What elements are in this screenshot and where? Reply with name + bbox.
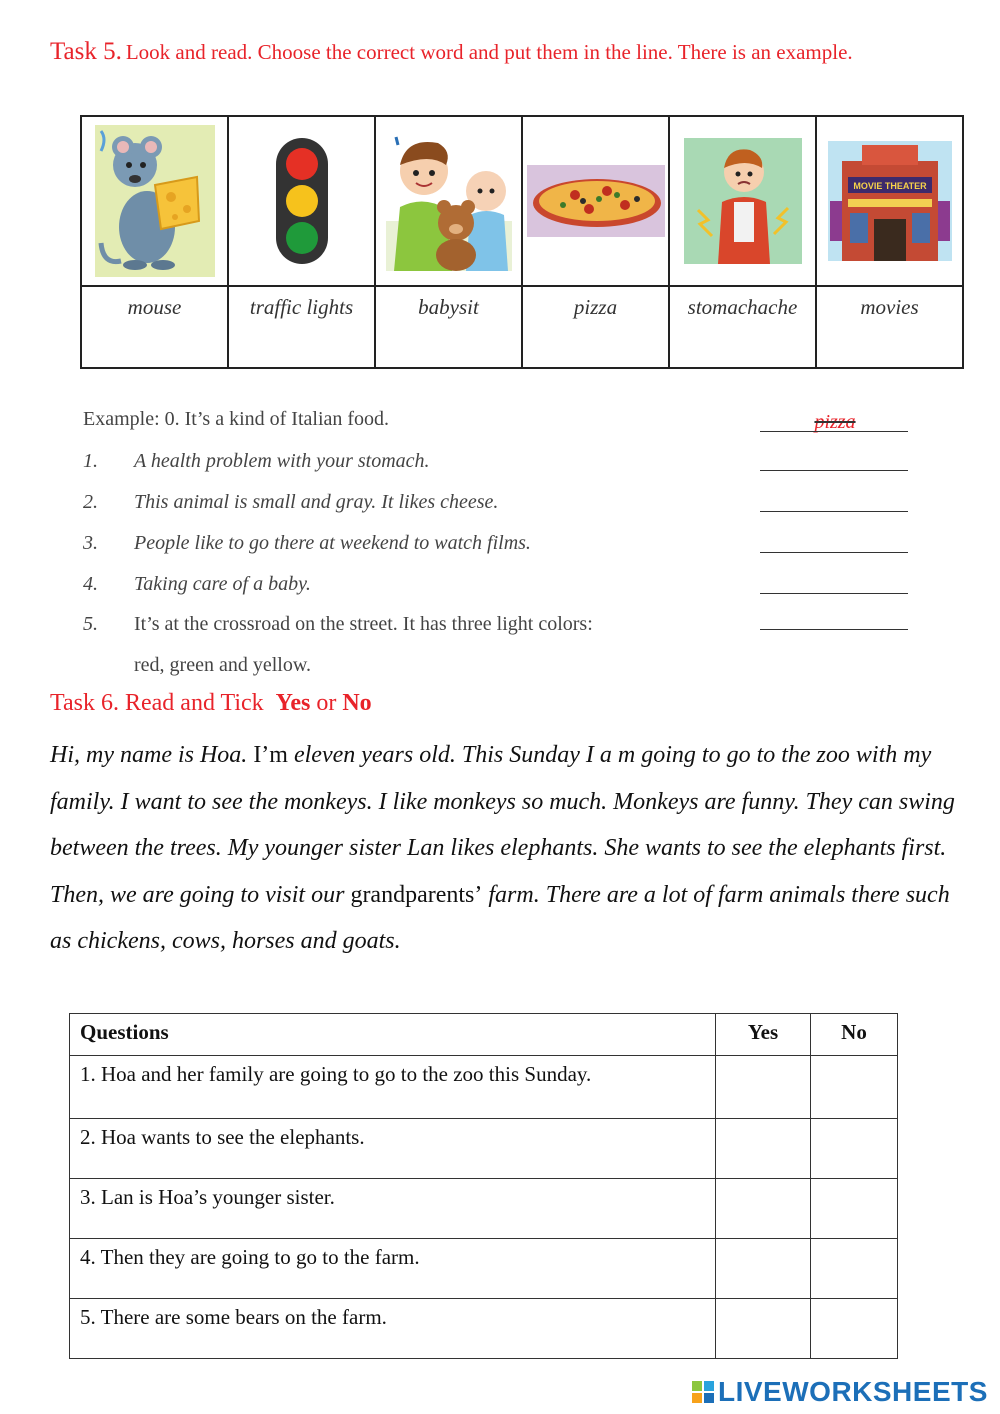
task6-title: Task 6. Read and Tick [50, 690, 264, 716]
passage-part-4: grandparents’ [350, 881, 483, 908]
question-1-text: A health problem with your stomach. [134, 450, 430, 472]
liveworksheets-logo-icon [692, 1381, 714, 1403]
question-2-text: This animal is small and gray. It likes cheese. [134, 491, 499, 513]
question-5-number: 5. [83, 613, 98, 635]
question-3-text: People like to go there at weekend to watch films. [134, 532, 531, 554]
passage-part-5: farm. There are a lot of farm animals there such as chickens, cows, horses and goats. [50, 881, 950, 954]
row-4-yes-cell[interactable] [716, 1239, 811, 1299]
passage-part-3: eleven years old. This Sunday I a m going to go to the zoo with my family. I want to see the monkeys. I like monkeys so much. Monkeys are funny. They can swing between the trees. My younger sister Lan likes elephants. She wants to see the elephants first. Then, we are going to visit our [50, 742, 955, 908]
header-yes: Yes [716, 1014, 811, 1056]
row-5-question: 5. There are some bears on the farm. [70, 1299, 716, 1359]
row-3-no-cell[interactable] [811, 1179, 898, 1239]
stomachache-picture [684, 138, 802, 264]
passage-part-2: I’m [253, 742, 288, 768]
movies-picture [828, 141, 952, 261]
question-1-number: 1. [83, 450, 98, 472]
picture-cell-babysit [375, 116, 522, 286]
picture-cell-mouse [81, 116, 228, 286]
or-word: or [316, 690, 337, 716]
word-cell-4: pizza [522, 286, 669, 368]
table-row [70, 1056, 898, 1119]
babysit-picture [386, 131, 512, 271]
row-1-yes-cell[interactable] [716, 1056, 811, 1119]
row-3-yes-cell[interactable] [716, 1179, 811, 1239]
example-sentence: Example: 0. It’s a kind of Italian food. [83, 408, 390, 430]
table-row [70, 1299, 898, 1359]
picture-cell-stomachache [669, 116, 816, 286]
question-4-text: Taking care of a baby. [134, 573, 311, 595]
word-cell-6: movies [816, 286, 963, 368]
row-4-question: 4. Then they are going to go to the farm. [70, 1239, 716, 1299]
row-1-no-cell[interactable] [811, 1056, 898, 1119]
table-row [70, 1179, 898, 1239]
movie-theater-sign: MOVIE THEATER [852, 181, 927, 191]
reading-passage [50, 732, 960, 965]
row-5-yes-cell[interactable] [716, 1299, 811, 1359]
picture-cell-movies [816, 116, 963, 286]
picture-cell-traffic-lights [228, 116, 375, 286]
table-row [70, 1239, 898, 1299]
example-answer-line [760, 430, 908, 432]
mouse-picture [95, 125, 215, 277]
yes-word: Yes [275, 690, 311, 716]
row-4-no-cell[interactable] [811, 1239, 898, 1299]
answer-1-input[interactable] [760, 469, 908, 471]
row-2-no-cell[interactable] [811, 1119, 898, 1179]
row-3-question: 3. Lan is Hoa’s younger sister. [70, 1179, 716, 1239]
word-cell-3: babysit [375, 286, 522, 368]
task5-instruction: Look and read. Choose the correct word and put them in the line. There is an example. [125, 40, 853, 64]
question-5-text: It’s at the crossroad on the street. It has three light colors: [134, 613, 593, 635]
task5-heading [50, 36, 930, 70]
passage-part-1: Hi, my name is Hoa. [50, 742, 248, 768]
table-row [70, 1119, 898, 1179]
traffic-lights-picture [272, 136, 332, 266]
word-cell-5: stomachache [669, 286, 816, 368]
question-2-number: 2. [83, 491, 98, 513]
header-no: No [811, 1014, 898, 1056]
question-3-number: 3. [83, 532, 98, 554]
word-cell-2: traffic lights [228, 286, 375, 368]
row-5-no-cell[interactable] [811, 1299, 898, 1359]
answer-4-input[interactable] [760, 592, 908, 594]
example-answer: pizza [814, 411, 856, 433]
answer-2-input[interactable] [760, 510, 908, 512]
word-picture-table [80, 115, 964, 369]
no-word: No [342, 690, 372, 716]
question-4-number: 4. [83, 573, 98, 595]
yes-no-table [69, 1013, 898, 1359]
liveworksheets-logo [692, 1376, 988, 1408]
pizza-picture [527, 165, 665, 237]
picture-cell-pizza [522, 116, 669, 286]
row-2-yes-cell[interactable] [716, 1119, 811, 1179]
question-5-text-continued: red, green and yellow. [134, 654, 311, 676]
task6-heading [50, 690, 372, 717]
logo-text: LIVEWORKSHEETS [718, 1376, 988, 1407]
word-cell-1: mouse [81, 286, 228, 368]
row-1-question: 1. Hoa and her family are going to go to the zoo this Sunday. [70, 1056, 716, 1119]
task5-title: Task 5. [50, 38, 122, 65]
answer-5-input[interactable] [760, 628, 908, 630]
answer-3-input[interactable] [760, 551, 908, 553]
row-2-question: 2. Hoa wants to see the elephants. [70, 1119, 716, 1179]
header-questions: Questions [70, 1014, 716, 1056]
